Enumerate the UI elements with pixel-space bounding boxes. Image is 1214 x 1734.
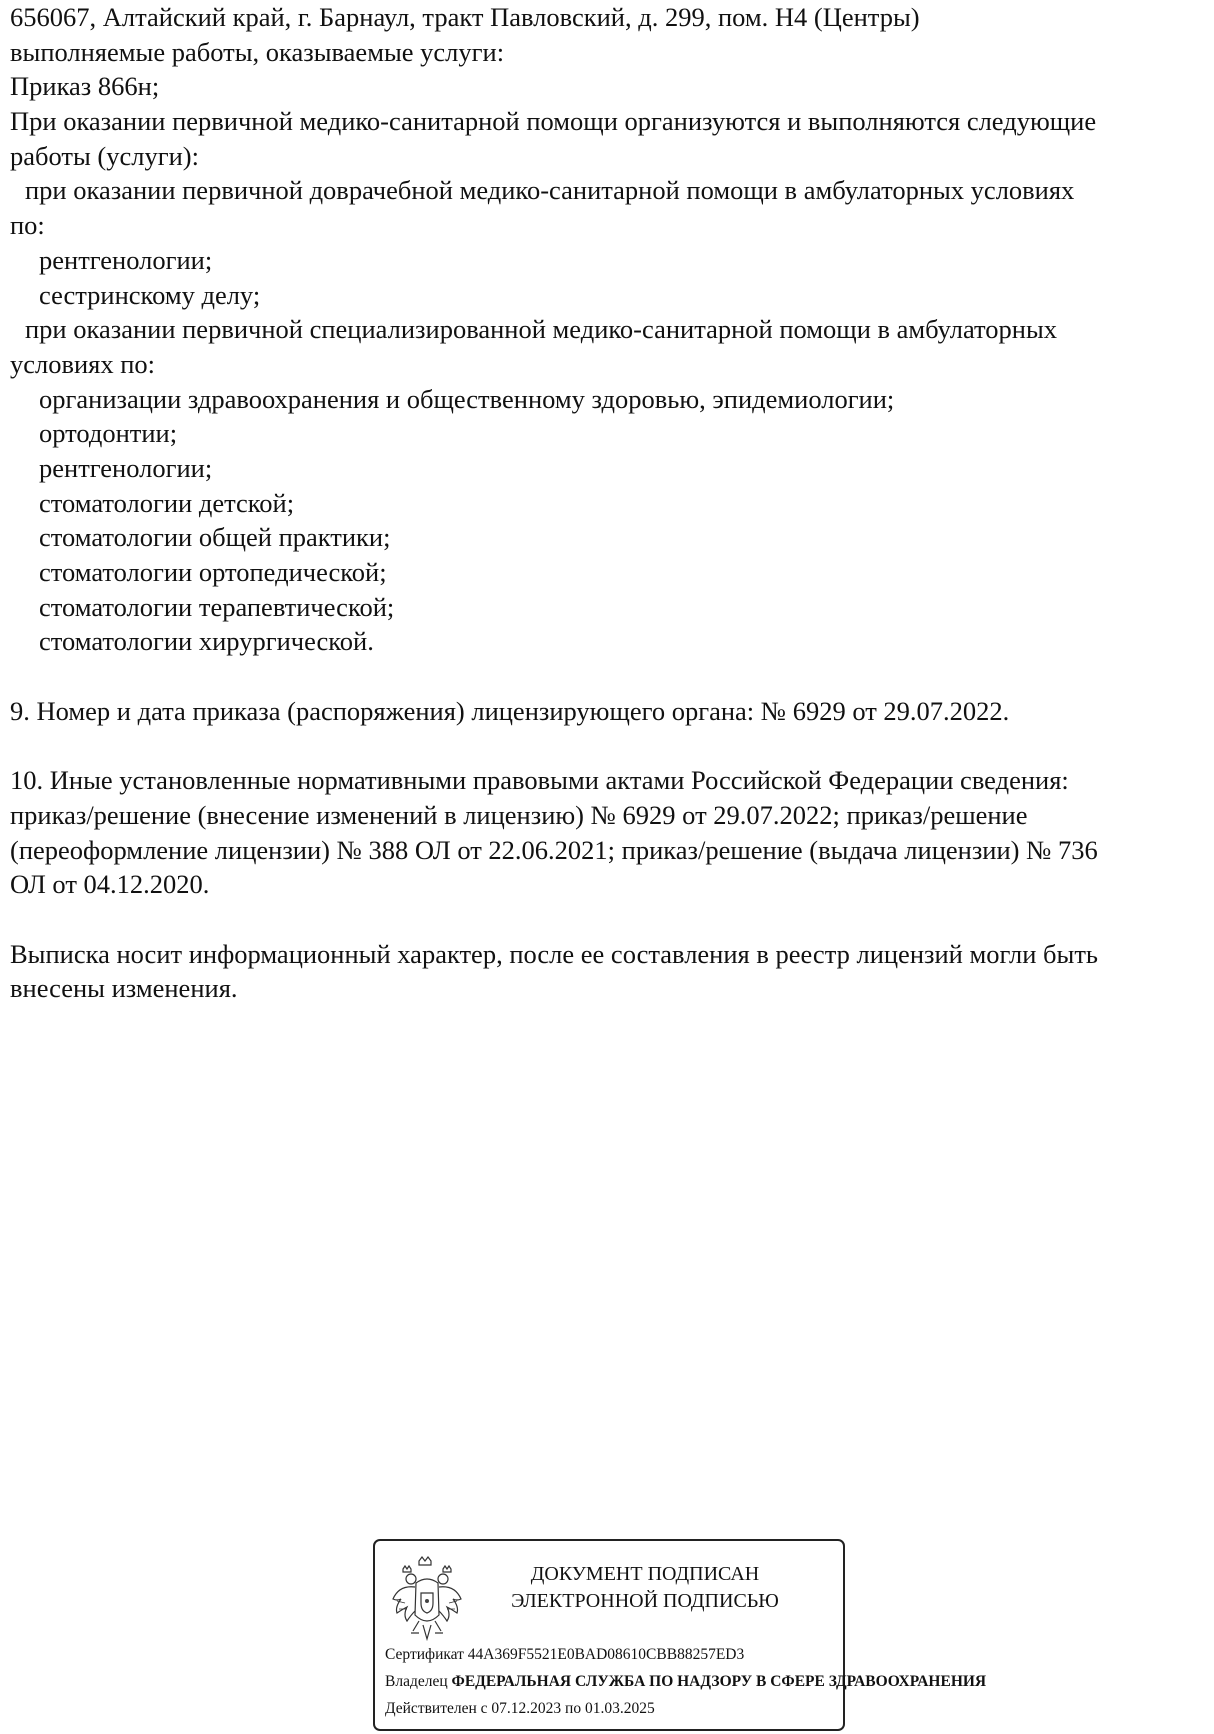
- validity-label: Действителен с: [385, 1700, 488, 1717]
- list-item: стоматологии ортопедической;: [39, 557, 387, 587]
- certificate-value: 44A369F5521E0BAD08610CBB88257ED3: [467, 1646, 745, 1663]
- paragraph-gap: [10, 659, 1200, 694]
- list-item: стоматологии детской;: [39, 487, 295, 518]
- owner-value: ФЕДЕРАЛЬНАЯ СЛУЖБА ПО НАДЗОРУ В СФЕРЕ ЗДРАВООХРАНЕНИЯ: [451, 1673, 987, 1690]
- address-line: 656067, Алтайский край, г. Барнаул, тракт Павловский, д. 299, пом. Н4 (Центры): [10, 2, 920, 32]
- section-10-line: ОЛ от 04.12.2020.: [10, 869, 210, 900]
- disclaimer-line: Выписка носит информационный характер, после ее составления в реестр лицензий могли быть: [10, 938, 1098, 969]
- prehospital-care-line: при оказании первичной доврачебной медико-санитарной помощи в амбулаторных условиях: [25, 175, 1075, 206]
- stamp-title-line: ЭЛЕКТРОННОЙ ПОДПИСЬЮ: [511, 1590, 779, 1612]
- paragraph-gap: [10, 728, 1200, 763]
- list-item: организации здравоохранения и общественному здоровью, эпидемиологии;: [39, 383, 895, 414]
- coat-of-arms-icon: [389, 1555, 465, 1645]
- paragraph-gap: [10, 902, 1200, 937]
- validity-to-label: по: [565, 1700, 582, 1717]
- certificate-label: Сертификат: [385, 1646, 464, 1663]
- disclaimer-line: внесены изменения.: [10, 973, 238, 1004]
- list-item: ортодонтии;: [39, 418, 178, 449]
- list-item: сестринскому делу;: [39, 279, 261, 310]
- specialized-care-line: при оказании первичной специализированной медико-санитарной помощи в амбулаторных: [25, 314, 1058, 345]
- prehospital-care-line: по:: [10, 210, 45, 241]
- list-item: стоматологии общей практики;: [39, 522, 391, 553]
- specialized-care-line: условиях по:: [10, 348, 156, 379]
- certificate-row: [385, 1646, 744, 1664]
- document-body: [10, 0, 1200, 1006]
- section-10-line: 10. Иные установленные нормативными правовыми актами Российской Федерации сведения:: [10, 765, 1069, 796]
- order-reference: Приказ 866н;: [10, 71, 160, 102]
- section-9: 9. Номер и дата приказа (распоряжения) лицензирующего органа: № 6929 от 29.07.2022.: [10, 695, 1010, 726]
- valid-to: 01.03.2025: [584, 1700, 655, 1717]
- section-10-line: (переоформление лицензии) № 388 ОЛ от 22.06.2021; приказ/решение (выдача лицензии) № 736: [10, 834, 1098, 865]
- owner-label: Владелец: [385, 1673, 448, 1690]
- section-10-line: приказ/решение (внесение изменений в лицензию) № 6929 от 29.07.2022; приказ/решение: [10, 799, 1028, 830]
- owner-row: [385, 1673, 986, 1691]
- list-item: стоматологии терапевтической;: [39, 591, 395, 622]
- primary-care-line: работы (услуги):: [10, 140, 199, 171]
- works-heading: выполняемые работы, оказываемые услуги:: [10, 36, 505, 67]
- list-item: рентгенологии;: [39, 244, 213, 275]
- electronic-signature-stamp: [373, 1539, 987, 1731]
- primary-care-line: При оказании первичной медико-санитарной помощи организуются и выполняются следующие: [10, 106, 1097, 137]
- validity-row: [385, 1700, 655, 1718]
- valid-from: 07.12.2023: [491, 1700, 562, 1717]
- stamp-title: [475, 1561, 815, 1615]
- list-item: стоматологии хирургической.: [39, 626, 374, 657]
- stamp-title-line: ДОКУМЕНТ ПОДПИСАН: [530, 1563, 760, 1585]
- list-item: рентгенологии;: [39, 452, 213, 483]
